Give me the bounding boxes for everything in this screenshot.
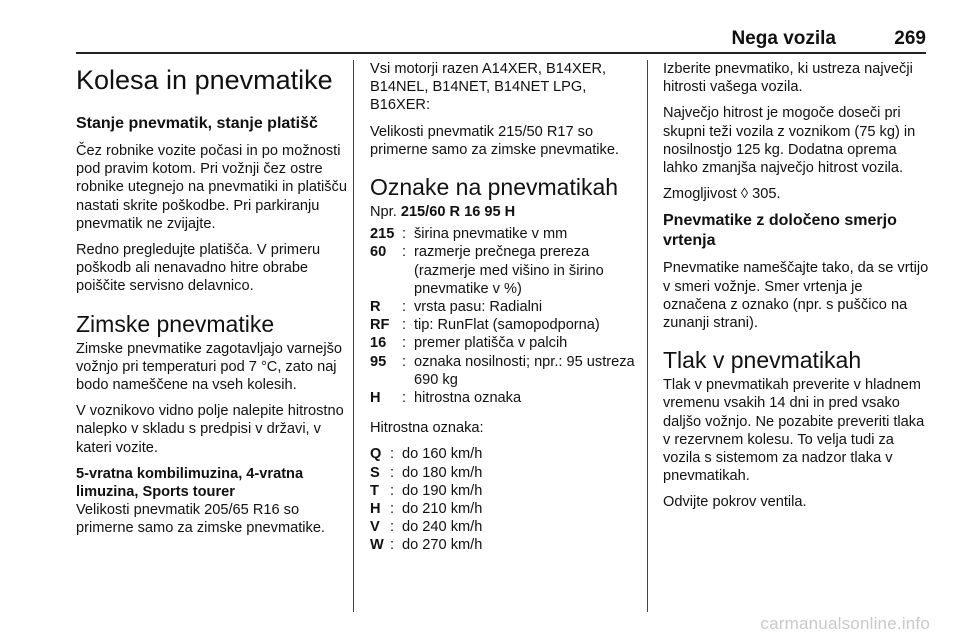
- definition-row: [370, 353, 636, 389]
- definition-colon: :: [402, 299, 407, 316]
- paragraph: Največjo hitrost je mogoče doseči pri skupni teži vozila z voznikom (75 kg) in nosilnostjo 125 kg. Dodatna oprema lahko zmanjša največjo hitrost vozila.: [663, 105, 916, 177]
- definition-description: do 240 km/h: [402, 519, 483, 536]
- definition-term: 95: [370, 353, 387, 370]
- definition-description: premer platišča v palcih: [414, 335, 568, 352]
- section-title: Nega vozila: [731, 28, 836, 49]
- definition-colon: :: [402, 244, 407, 261]
- paragraph: Redno pregledujte platišča. V primeru poškodb ali nenavadno hitre obrabe poiščite servisno delavnico.: [76, 242, 321, 295]
- definition-row: [370, 334, 636, 352]
- paragraph: Vsi motorji razen A14XER, B14XER, B14NEL, B14NET, B14NET LPG, B16XER:: [370, 61, 607, 114]
- definition-row: [370, 518, 636, 536]
- paragraph: V voznikovo vidno polje nalepite hitrostno nalepko v skladu s predpisi v državi, v kateri vozite.: [76, 403, 344, 456]
- speed-code-label: Hitrostna oznaka:: [370, 420, 484, 437]
- definition-row: [370, 536, 636, 554]
- column-2: [370, 60, 636, 567]
- definition-row: [370, 243, 636, 298]
- definition-description: do 210 km/h: [402, 501, 483, 518]
- watermark-text: carmanualsonline.info: [760, 614, 930, 633]
- definition-colon: :: [390, 464, 395, 481]
- definition-term: H: [370, 501, 381, 518]
- paragraph: Odvijte pokrov ventila.: [663, 494, 807, 511]
- example-line: [370, 203, 636, 221]
- column-3: [663, 60, 929, 520]
- page-header: [76, 24, 926, 50]
- definition-row: [370, 316, 636, 334]
- definition-term: T: [370, 482, 379, 499]
- definition-row: [370, 445, 636, 463]
- definition-description: širina pnevmatike v mm: [414, 226, 568, 243]
- page-number: 269: [894, 28, 926, 49]
- paragraph: Zimske pnevmatike zagotavljajo varnejšo vožnjo pri temperaturi pod 7 °C, zato naj bodo nameščene na vseh kolesih.: [76, 340, 343, 394]
- definition-description: oznaka nosilnosti; npr.: 95 ustreza 690 kg: [414, 353, 635, 388]
- definition-colon: :: [402, 226, 407, 243]
- definition-description: do 180 km/h: [402, 464, 483, 481]
- header-rule: [76, 52, 926, 54]
- definition-colon: :: [390, 482, 395, 499]
- definition-description: hitrostna oznaka: [414, 390, 522, 407]
- definition-description: vrsta pasu: Radialni: [414, 299, 543, 316]
- definition-colon: :: [402, 317, 407, 334]
- definition-colon: :: [402, 353, 407, 370]
- heading-winter-tyres: Zimske pnevmatike: [76, 310, 275, 337]
- definition-description: do 270 km/h: [402, 537, 483, 554]
- definition-description: do 160 km/h: [402, 446, 483, 463]
- definition-term: S: [370, 464, 380, 481]
- definition-term: H: [370, 390, 381, 407]
- definition-term: V: [370, 519, 380, 536]
- speed-code-list: [370, 445, 636, 554]
- definition-row: [370, 389, 636, 407]
- paragraph: Tlak v pnevmatikah preverite v hladnem vremenu vsakih 14 dni in pred vsako daljšo vožnjo. Ne pozabite preveriti tlaka v rezervnem kolesu. To velja tudi za vozila s sistemom za nadzor tlaka v pnevmatikah.: [663, 377, 925, 485]
- paragraph: Izberite pnevmatiko, ki ustreza največji hitrosti vašega vozila.: [663, 61, 913, 96]
- definition-term: R: [370, 299, 381, 316]
- definition-row: [370, 225, 636, 243]
- definition-row: [370, 500, 636, 518]
- column-divider-left: [353, 60, 354, 612]
- definition-description: do 190 km/h: [402, 482, 483, 499]
- paragraph: Čez robnike vozite počasi in po možnosti pod pravim kotom. Pri vožnji čez ostre robnike utegnejo na pnevmatiki in platišču nastati skrite poškodbe. Pri parkiranju pnevmatik ne zvijajte.: [76, 143, 347, 232]
- definition-colon: :: [402, 390, 407, 407]
- definition-term: RF: [370, 317, 390, 334]
- subheading-body-types: 5-vratna kombilimuzina, 4-vratna limuzina, Sports tourer: [76, 465, 304, 501]
- definition-description: tip: RunFlat (samopodporna): [414, 317, 600, 334]
- definition-term: 60: [370, 244, 387, 261]
- definition-term: 215: [370, 226, 395, 243]
- tyre-code-list: [370, 225, 636, 407]
- paragraph-cross-reference: Zmogljivost ◊ 305.: [663, 186, 781, 203]
- chapter-title: Kolesa in pnevmatike: [76, 65, 333, 95]
- definition-colon: :: [390, 519, 395, 536]
- definition-colon: :: [390, 537, 395, 554]
- example-code: 215/60 R 16 95 H: [400, 204, 516, 221]
- heading-tyre-designations: Oznake na pnevmatikah: [370, 174, 619, 201]
- column-1: [76, 60, 348, 546]
- paragraph: Velikosti pnevmatik 215/50 R17 so primerne samo za zimske pnevmatike.: [370, 123, 619, 158]
- example-prefix: Npr.: [370, 204, 401, 221]
- definition-colon: :: [390, 446, 395, 463]
- heading-tyre-condition: Stanje pnevmatik, stanje platišč: [76, 115, 318, 132]
- heading-tyre-pressure: Tlak v pnevmatikah: [663, 347, 862, 374]
- definition-term: 16: [370, 335, 387, 352]
- definition-row: [370, 464, 636, 482]
- paragraph: Pnevmatike nameščajte tako, da se vrtijo v smeri vožnje. Smer vrtenja je označena z oznako (npr. s puščico na zunanji strani).: [663, 260, 929, 332]
- definition-colon: :: [402, 335, 407, 352]
- heading-directional-tyres: Pnevmatike z določeno smerjo vrtenja: [663, 212, 897, 250]
- column-divider-right: [647, 60, 648, 612]
- definition-row: [370, 482, 636, 500]
- paragraph: Velikosti pnevmatik 205/65 R16 so primerne samo za zimske pnevmatike.: [76, 502, 325, 537]
- definition-term: Q: [370, 446, 382, 463]
- definition-colon: :: [390, 501, 395, 518]
- definition-row: [370, 298, 636, 316]
- definition-term: W: [370, 537, 384, 554]
- definition-description: razmerje prečnega prereza (razmerje med višino in širino pnevmatike v %): [414, 244, 604, 297]
